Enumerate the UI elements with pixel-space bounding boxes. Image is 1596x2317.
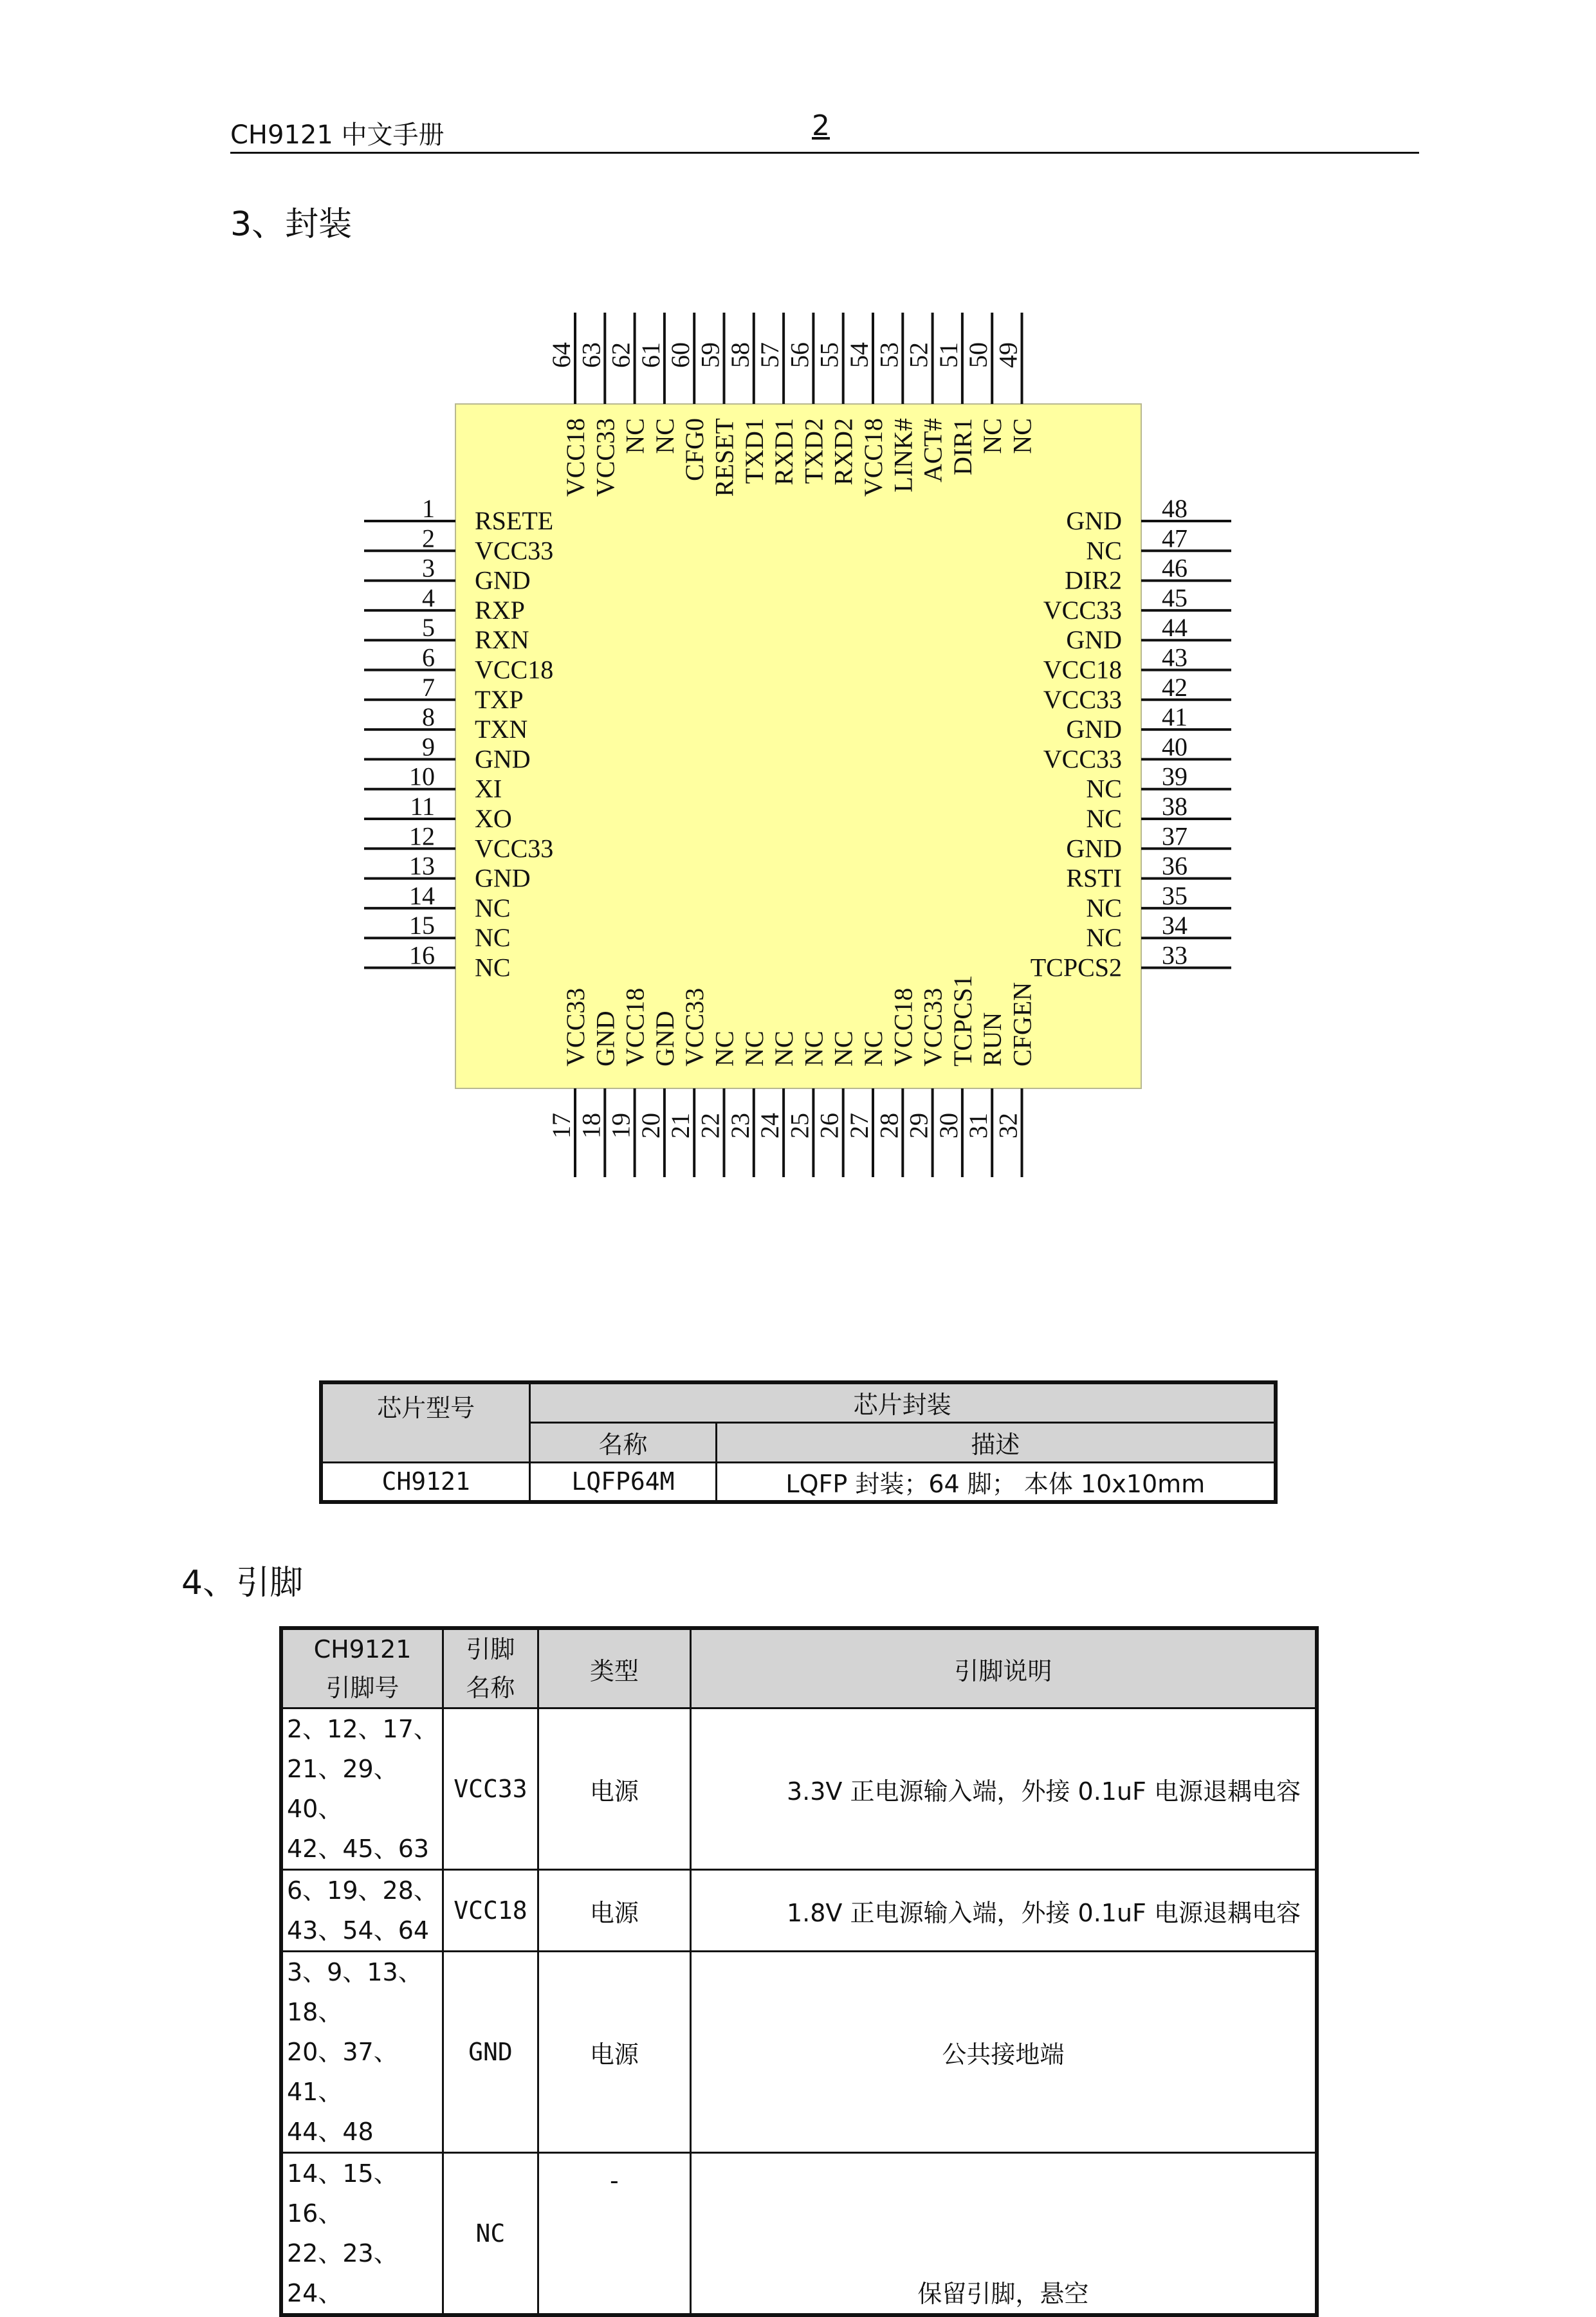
pin-number-17: 17 — [547, 1113, 576, 1139]
pin-number-11: 11 — [410, 792, 435, 821]
pin-name-44: GND — [1066, 625, 1122, 655]
pin-name-43: VCC18 — [1043, 655, 1122, 684]
pin-number-4: 4 — [422, 583, 435, 612]
pin-number-2: 2 — [422, 524, 435, 553]
pin-number-56: 56 — [785, 342, 814, 368]
pin-number-9: 9 — [422, 732, 435, 762]
pin-name-30: TCPCS1 — [948, 975, 977, 1067]
section-package-title: 3、封装 — [230, 205, 353, 244]
pin-number-6: 6 — [422, 643, 435, 672]
pin-number-47: 47 — [1162, 524, 1188, 553]
pin-name-62: NC — [620, 418, 650, 454]
pin-name-37: GND — [1066, 834, 1122, 863]
pin-number-34: 34 — [1162, 911, 1188, 940]
pin-number-18: 18 — [576, 1113, 606, 1139]
pin-number-64: 64 — [547, 342, 576, 368]
pin-number-31: 31 — [964, 1113, 993, 1139]
pin-row-name: GND — [443, 1952, 538, 2153]
pin-number-40: 40 — [1162, 732, 1188, 762]
pin-name-54: VCC18 — [859, 418, 888, 497]
pin-number-23: 23 — [725, 1113, 755, 1139]
pkg-header-package: 芯片封装 — [530, 1382, 1276, 1422]
pin-name-24: NC — [769, 1030, 799, 1067]
pin-number-51: 51 — [933, 342, 963, 368]
table-row — [281, 1708, 1317, 1870]
pin-name-57: RXD1 — [769, 418, 799, 486]
pin-name-11: XO — [475, 804, 512, 833]
pin-number-22: 22 — [695, 1113, 725, 1139]
pin-number-7: 7 — [422, 672, 435, 702]
pin-name-3: GND — [475, 565, 531, 595]
pin-name-28: VCC18 — [888, 987, 918, 1067]
pin-number-54: 54 — [845, 342, 874, 368]
pin-number-59: 59 — [695, 342, 725, 368]
pin-row-numbers: 3、9、13、18、 20、37、41、 44、48 — [281, 1952, 443, 2153]
pin-name-58: TXD1 — [739, 418, 769, 484]
pin-row-name: VCC18 — [443, 1870, 538, 1952]
pin-number-53: 53 — [874, 342, 904, 368]
pin-number-30: 30 — [933, 1113, 963, 1139]
pin-row-name: NC — [443, 2153, 538, 2316]
pin-row-desc: 1.8V 正电源输入端，外接 0.1uF 电源退耦电容 — [690, 1870, 1317, 1952]
pin-number-50: 50 — [964, 342, 993, 368]
pin-number-37: 37 — [1162, 821, 1188, 851]
pin-number-8: 8 — [422, 702, 435, 732]
pin-name-64: VCC18 — [561, 418, 590, 497]
pin-row-numbers: 6、19、28、 43、54、64 — [281, 1870, 443, 1952]
pin-row-desc: 3.3V 正电源输入端，外接 0.1uF 电源退耦电容 — [690, 1708, 1317, 1870]
pkg-header-desc: 描述 — [716, 1422, 1276, 1462]
pin-name-60: CFG0 — [680, 418, 710, 481]
pkg-header-name: 名称 — [530, 1422, 716, 1462]
table-row — [281, 1870, 1317, 1952]
pin-number-21: 21 — [666, 1113, 695, 1139]
pin-name-6: VCC18 — [475, 655, 554, 684]
pin-number-16: 16 — [409, 940, 435, 970]
pin-table — [279, 1626, 1319, 2317]
pin-number-36: 36 — [1162, 851, 1188, 881]
pin-name-63: VCC33 — [591, 418, 620, 497]
chip-body — [455, 404, 1141, 1088]
pin-name-10: XI — [475, 774, 502, 803]
pin-number-5: 5 — [422, 613, 435, 643]
pin-name-61: NC — [650, 418, 679, 454]
pin-number-63: 63 — [576, 342, 606, 368]
section-pins-title: 4、引脚 — [181, 1564, 304, 1602]
pin-name-45: VCC33 — [1043, 595, 1122, 625]
pin-name-16: NC — [475, 953, 511, 982]
pin-row-name: VCC33 — [443, 1708, 538, 1870]
pin-name-53: LINK# — [888, 418, 918, 493]
table-row — [281, 1952, 1317, 2153]
pin-name-4: RXP — [475, 595, 525, 625]
pin-name-55: RXD2 — [829, 418, 858, 486]
pin-number-33: 33 — [1162, 940, 1188, 970]
pin-number-49: 49 — [993, 342, 1023, 368]
pin-name-8: TXN — [475, 715, 528, 744]
pin-number-12: 12 — [409, 821, 435, 851]
pin-name-29: VCC33 — [918, 987, 948, 1067]
pkg-header-model: 芯片型号 — [321, 1382, 530, 1462]
pin-number-44: 44 — [1162, 613, 1188, 643]
pin-row-type: 电源 — [538, 1708, 690, 1870]
pin-name-52: ACT# — [918, 418, 948, 482]
pin-name-21: VCC33 — [680, 987, 710, 1067]
pin-row-numbers: 2、12、17、 21、29、40、 42、45、63 — [281, 1708, 443, 1870]
pin-name-47: NC — [1086, 536, 1122, 565]
pin-name-20: GND — [650, 1011, 679, 1067]
pin-row-desc: 保留引脚，悬空 — [690, 2153, 1317, 2316]
pin-name-14: NC — [475, 893, 511, 922]
pin-header-name: 引脚 名称 — [443, 1628, 538, 1708]
package-table — [319, 1380, 1278, 1504]
pin-number-19: 19 — [606, 1113, 636, 1139]
pin-number-26: 26 — [814, 1113, 844, 1139]
pin-number-13: 13 — [409, 851, 435, 881]
pin-row-numbers: 14、15、16、 22、23、24、 — [281, 2153, 443, 2316]
pin-name-18: GND — [591, 1011, 620, 1067]
pin-name-56: TXD2 — [799, 418, 829, 484]
pin-row-type: - — [538, 2153, 690, 2316]
pin-name-13: GND — [475, 863, 531, 893]
pkg-cell-model: CH9121 — [321, 1462, 530, 1502]
pin-name-12: VCC33 — [475, 834, 554, 863]
pin-name-25: NC — [799, 1030, 829, 1067]
pin-name-5: RXN — [475, 625, 529, 655]
pin-number-52: 52 — [904, 342, 933, 368]
pin-number-24: 24 — [755, 1113, 785, 1139]
pkg-cell-desc: LQFP 封装；64 脚； 本体 10x10mm — [716, 1462, 1276, 1502]
pin-name-15: NC — [475, 923, 511, 953]
pin-header-type: 类型 — [538, 1628, 690, 1708]
pin-name-33: TCPCS2 — [1030, 953, 1122, 982]
pin-name-34: NC — [1086, 923, 1122, 953]
pin-number-61: 61 — [636, 342, 665, 368]
pin-name-46: DIR2 — [1065, 565, 1122, 595]
pin-name-49: NC — [1007, 418, 1037, 454]
pin-number-29: 29 — [904, 1113, 933, 1139]
pin-number-25: 25 — [785, 1113, 814, 1139]
pin-name-42: VCC33 — [1043, 684, 1122, 714]
pin-name-51: DIR1 — [948, 418, 977, 475]
pin-row-type: 电源 — [538, 1870, 690, 1952]
pin-number-62: 62 — [606, 342, 636, 368]
pin-number-48: 48 — [1162, 494, 1188, 523]
pin-number-60: 60 — [666, 342, 695, 368]
pin-name-48: GND — [1066, 506, 1122, 535]
pin-number-28: 28 — [874, 1113, 904, 1139]
pin-number-57: 57 — [755, 342, 785, 368]
pin-number-35: 35 — [1162, 881, 1188, 910]
pin-header-desc: 引脚说明 — [690, 1628, 1317, 1708]
pin-number-38: 38 — [1162, 792, 1188, 821]
pin-name-35: NC — [1086, 893, 1122, 922]
pin-number-15: 15 — [409, 911, 435, 940]
pin-row-desc: 公共接地端 — [690, 1952, 1317, 2153]
pin-number-27: 27 — [845, 1113, 874, 1139]
pin-number-39: 39 — [1162, 762, 1188, 791]
pin-number-58: 58 — [725, 342, 755, 368]
table-row — [281, 2153, 1317, 2316]
pin-row-type: 电源 — [538, 1952, 690, 2153]
pin-number-10: 10 — [409, 762, 435, 791]
page-number: 2 — [812, 109, 830, 142]
pin-name-32: CFGEN — [1007, 982, 1037, 1067]
pin-name-31: RUN — [978, 1012, 1007, 1067]
pin-number-3: 3 — [422, 553, 435, 583]
pkg-cell-name: LQFP64M — [530, 1462, 716, 1502]
pin-name-36: RSTI — [1066, 863, 1122, 893]
pin-name-26: NC — [829, 1030, 858, 1067]
pin-name-27: NC — [859, 1030, 888, 1067]
pin-name-22: NC — [710, 1030, 739, 1067]
pin-name-39: NC — [1086, 774, 1122, 803]
pin-name-38: NC — [1086, 804, 1122, 833]
pin-number-14: 14 — [409, 881, 435, 910]
pin-name-9: GND — [475, 744, 531, 774]
pin-number-32: 32 — [993, 1113, 1023, 1139]
pin-name-40: VCC33 — [1043, 744, 1122, 774]
pin-number-43: 43 — [1162, 643, 1188, 672]
header-title: CH9121 中文手册 — [230, 120, 445, 150]
pin-header-number: CH9121 引脚号 — [281, 1628, 443, 1708]
pin-name-19: VCC18 — [620, 987, 650, 1067]
pin-number-20: 20 — [636, 1113, 665, 1139]
pin-name-41: GND — [1066, 715, 1122, 744]
pin-name-23: NC — [739, 1030, 769, 1067]
pin-name-2: VCC33 — [475, 536, 554, 565]
pin-name-7: TXP — [475, 684, 524, 714]
pin-name-50: NC — [978, 418, 1007, 454]
pin-name-1: RSETE — [475, 506, 554, 535]
pin-number-55: 55 — [814, 342, 844, 368]
pin-name-17: VCC33 — [561, 987, 590, 1067]
pin-number-45: 45 — [1162, 583, 1188, 612]
pin-name-59: RESET — [710, 418, 739, 497]
pin-number-1: 1 — [422, 494, 435, 523]
pin-number-41: 41 — [1162, 702, 1188, 732]
pin-number-46: 46 — [1162, 553, 1188, 583]
pin-number-42: 42 — [1162, 672, 1188, 702]
